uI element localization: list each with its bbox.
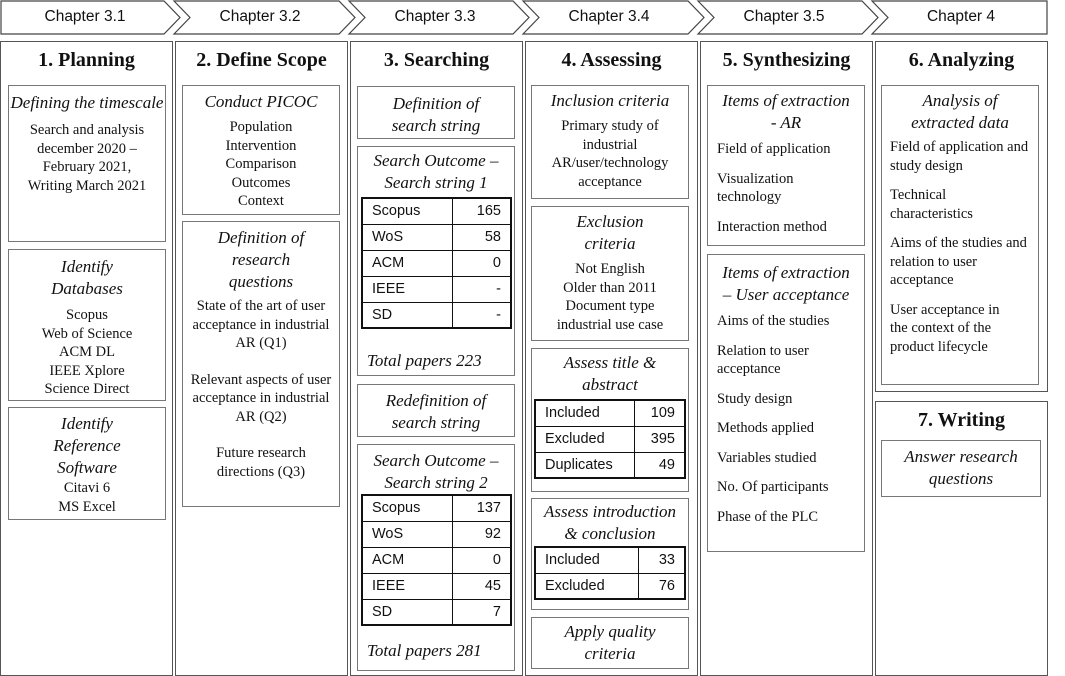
inclusion-title: Inclusion criteria: [550, 91, 670, 110]
timescale-line: Search and analysis: [29, 122, 145, 138]
table-row: [535, 452, 685, 478]
definition-search-string: Definition of search string: [391, 94, 481, 135]
title-abstract-table: [534, 399, 686, 479]
timescale-line: Writing March 2021: [27, 177, 147, 194]
table-cell: 92: [453, 521, 511, 547]
search-outcome-1-title: Search Outcome – Search string 1: [373, 151, 499, 192]
picoc-item: Outcomes: [231, 174, 291, 191]
picoc-item: Intervention: [225, 137, 297, 154]
table-row: [362, 250, 511, 276]
table-row: [362, 224, 511, 250]
software-item: Citavi 6: [63, 480, 111, 496]
table-cell: WoS: [362, 521, 453, 547]
chapter-label: Chapter 3.5: [743, 8, 825, 25]
analysis-item: Technical characteristics: [890, 187, 973, 222]
database-item: Scopus: [66, 307, 108, 323]
exclusion-line: Not English: [575, 261, 645, 277]
table-cell: Included: [535, 547, 638, 573]
inclusion-line: Primary study of: [561, 118, 659, 134]
chapter-label: Chapter 3.3: [394, 8, 476, 25]
definition-search-string-box: [357, 86, 515, 139]
table-cell: Included: [535, 400, 635, 426]
analysis-title: Analysis of extracted data: [911, 91, 1009, 132]
table-cell: SD: [362, 302, 453, 328]
table-cell: 0: [453, 547, 511, 573]
analyzing-title: 6. Analyzing: [908, 49, 1015, 71]
timescale-line: december 2020 –: [37, 140, 137, 157]
search-outcome-2-table: [361, 494, 512, 626]
extraction-ar-box: [707, 85, 865, 246]
table-cell: 137: [453, 495, 511, 521]
chapter-label: Chapter 3.1: [44, 8, 126, 25]
table-cell: Excluded: [535, 573, 638, 599]
table-cell: Scopus: [362, 198, 453, 224]
writing-title: 7. Writing: [917, 409, 1006, 431]
table-row: [362, 547, 511, 573]
redefinition-search-string: Redefinition of search string: [385, 391, 487, 432]
extraction-ar-item: Interaction method: [717, 218, 827, 235]
search-outcome-2-title: Search Outcome – Search string 2: [373, 451, 499, 492]
table-cell: 109: [635, 400, 685, 426]
quality-criteria-box: [531, 617, 689, 669]
synthesizing-title: 5. Synthesizing: [722, 49, 851, 71]
table-cell: 0: [453, 250, 511, 276]
exclusion-line: industrial use case: [556, 316, 664, 333]
analysis-item: User acceptance in the context of the product lifecycle: [890, 301, 1000, 355]
extraction-user-box: [707, 254, 865, 552]
answer-box: [881, 440, 1041, 497]
table-cell: -: [453, 302, 511, 328]
table-cell: 7: [453, 599, 511, 625]
inclusion-line: AR/user/technology: [551, 155, 669, 171]
research-question-q2: Relevant aspects of user acceptance in industrial AR (Q2): [190, 371, 332, 425]
planning-title: 1. Planning: [38, 49, 135, 71]
picoc-item: Population: [229, 119, 293, 135]
table-cell: ACM: [362, 250, 453, 276]
table-cell: 33: [638, 547, 685, 573]
table-cell: SD: [362, 599, 453, 625]
research-question-q1: State of the art of user acceptance in industrial AR (Q1): [192, 298, 330, 351]
inclusion-box: [531, 85, 689, 199]
table-row: [362, 276, 511, 302]
assessing-title: 4. Assessing: [561, 49, 662, 71]
timescale-title: Defining the timescale: [10, 93, 164, 112]
extraction-user-item: Study design: [717, 390, 793, 407]
database-item: Web of Science: [41, 325, 133, 342]
analysis-box: [881, 85, 1039, 385]
chapter-label: Chapter 3.2: [219, 8, 301, 25]
table-row: [362, 599, 511, 625]
title-abstract-title: Assess title & abstract: [563, 353, 657, 394]
table-row: [535, 547, 685, 573]
databases-title: Identify Databases: [51, 257, 123, 298]
table-row: [362, 521, 511, 547]
analysis-item: Aims of the studies and relation to user acceptance: [890, 235, 1027, 288]
timescale-box: [8, 85, 166, 242]
table-cell: WoS: [362, 224, 453, 250]
table-row: [362, 198, 511, 224]
inclusion-line: acceptance: [578, 173, 642, 190]
table-cell: 76: [638, 573, 685, 599]
total-papers-2: Total papers 281: [367, 641, 482, 660]
analysis-item: Field of application and study design: [890, 139, 1029, 174]
research-questions-title: Definition of research questions: [217, 228, 305, 291]
database-item: IEEE Xplore: [49, 362, 125, 379]
table-cell: IEEE: [362, 276, 453, 302]
extraction-ar-title: Items of extraction - AR: [722, 91, 850, 132]
chapter-label: Chapter 4: [926, 8, 996, 25]
database-item: Science Direct: [44, 381, 130, 397]
table-row: [535, 573, 685, 599]
exclusion-line: Document type: [565, 298, 655, 314]
exclusion-line: Older than 2011: [563, 279, 657, 296]
table-cell: IEEE: [362, 573, 453, 599]
scope-title: 2. Define Scope: [196, 49, 327, 71]
picoc-item: Context: [238, 193, 284, 209]
inclusion-line: industrial: [582, 136, 638, 153]
extraction-user-item: Methods applied: [717, 420, 815, 436]
timescale-line: February 2021,: [42, 159, 132, 175]
table-cell: Duplicates: [535, 452, 635, 478]
table-cell: 49: [635, 452, 685, 478]
table-cell: 58: [453, 224, 511, 250]
exclusion-box: [531, 206, 689, 341]
software-box: [8, 407, 166, 520]
table-cell: 45: [453, 573, 511, 599]
searching-title: 3. Searching: [383, 49, 490, 71]
extraction-ar-item: Field of application: [717, 141, 831, 157]
chapter-label: Chapter 3.4: [568, 8, 650, 25]
intro-conclusion-title: Assess introduction & conclusion: [543, 502, 677, 543]
table-row: [535, 426, 685, 452]
table-cell: 165: [453, 198, 511, 224]
exclusion-title: Exclusion criteria: [576, 212, 644, 253]
quality-criteria: Apply quality criteria: [564, 622, 656, 663]
extraction-user-item: Phase of the PLC: [717, 508, 819, 525]
search-outcome-1-table: [361, 197, 512, 329]
table-row: [535, 400, 685, 426]
databases-box: [8, 249, 166, 401]
extraction-user-item: Relation to user acceptance: [717, 342, 809, 377]
extraction-ar-item: Visualization technology: [717, 170, 794, 205]
extraction-user-item: Aims of the studies: [717, 313, 830, 329]
table-row: [362, 495, 511, 521]
research-question-q3: Future research directions (Q3): [216, 445, 306, 480]
total-papers-1: Total papers 223: [367, 351, 482, 370]
picoc-item: Comparison: [225, 156, 297, 172]
picoc-title: Conduct PICOC: [204, 92, 318, 111]
software-item: MS Excel: [58, 498, 116, 515]
database-item: ACM DL: [59, 344, 115, 360]
table-row: [362, 573, 511, 599]
table-cell: Scopus: [362, 495, 453, 521]
extraction-user-title: Items of extraction – User acceptance: [722, 263, 850, 304]
picoc-box: [182, 85, 340, 215]
extraction-user-item: No. Of participants: [717, 479, 829, 495]
table-row: [362, 302, 511, 328]
table-cell: -: [453, 276, 511, 302]
research-questions-box: [182, 221, 340, 507]
answer-research-questions: Answer research questions: [904, 447, 1018, 488]
table-cell: Excluded: [535, 426, 635, 452]
intro-conclusion-table: [534, 546, 686, 600]
software-title: Identify Reference Software: [53, 414, 121, 477]
extraction-user-item: Variables studied: [717, 449, 817, 466]
table-cell: ACM: [362, 547, 453, 573]
redefinition-search-string-box: [357, 384, 515, 437]
table-cell: 395: [635, 426, 685, 452]
